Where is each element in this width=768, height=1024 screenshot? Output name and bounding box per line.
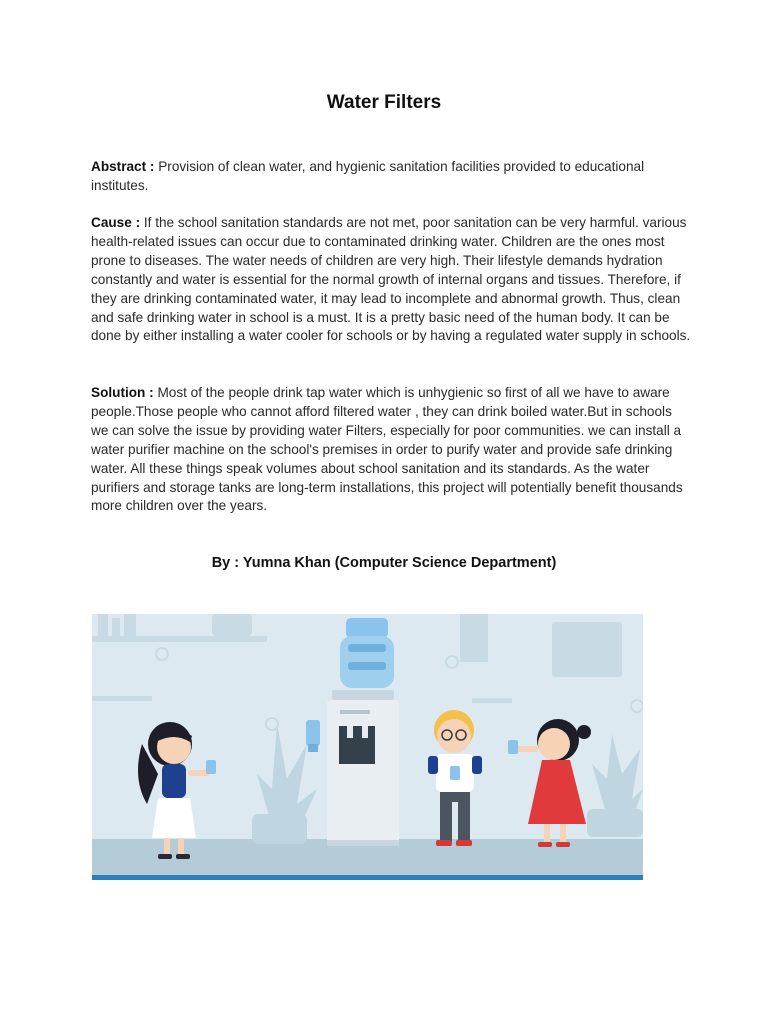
abstract-paragraph bbox=[91, 158, 691, 196]
solution-label: Solution : bbox=[91, 385, 154, 400]
abstract-label: Abstract : bbox=[91, 159, 155, 174]
cause-text: If the school sanitation standards are not met, poor sanitation can be very harmful. various health-related issues can occur due to contaminated drinking water. Children are the ones most prone to diseases. The water needs of children are very high. Their lifestyle demands hydration constantly and water is essential for the normal growth of internal organs and tissues. Therefore, if they are drinking contaminated water, it may lead to incomplete and abnormal growth. Thus, clean and safe drinking water in school is a must. It is a pretty basic need of the human body. It can be done by either installing a water cooler for schools or by having a regulated water supply in schools. bbox=[91, 215, 691, 344]
document-title: Water Filters bbox=[326, 92, 442, 113]
abstract-text: Provision of clean water, and hygienic sanitation facilities provided to educational institutes. bbox=[91, 159, 645, 193]
author-byline: By : Yumna Khan (Computer Science Department) bbox=[211, 555, 557, 571]
water-cooler-illustration bbox=[92, 614, 643, 880]
cause-paragraph bbox=[91, 214, 691, 346]
cause-label: Cause : bbox=[91, 215, 141, 230]
solution-paragraph bbox=[91, 384, 691, 516]
solution-text: Most of the people drink tap water which is unhygienic so first of all we have to aware people.Those people who cannot afford filtered water , they can drink boiled water.But in schools we can solve the issue by providing water Filters, especially for poor communities. we can install a water purifier machine on the school's premises in order to purify water and provide safe drinking water. All these things speak volumes about school sanitation and its standards. As the water purifiers and storage tanks are long-term installations, this project will potentially benefit thousands more children over the years. bbox=[91, 385, 683, 514]
